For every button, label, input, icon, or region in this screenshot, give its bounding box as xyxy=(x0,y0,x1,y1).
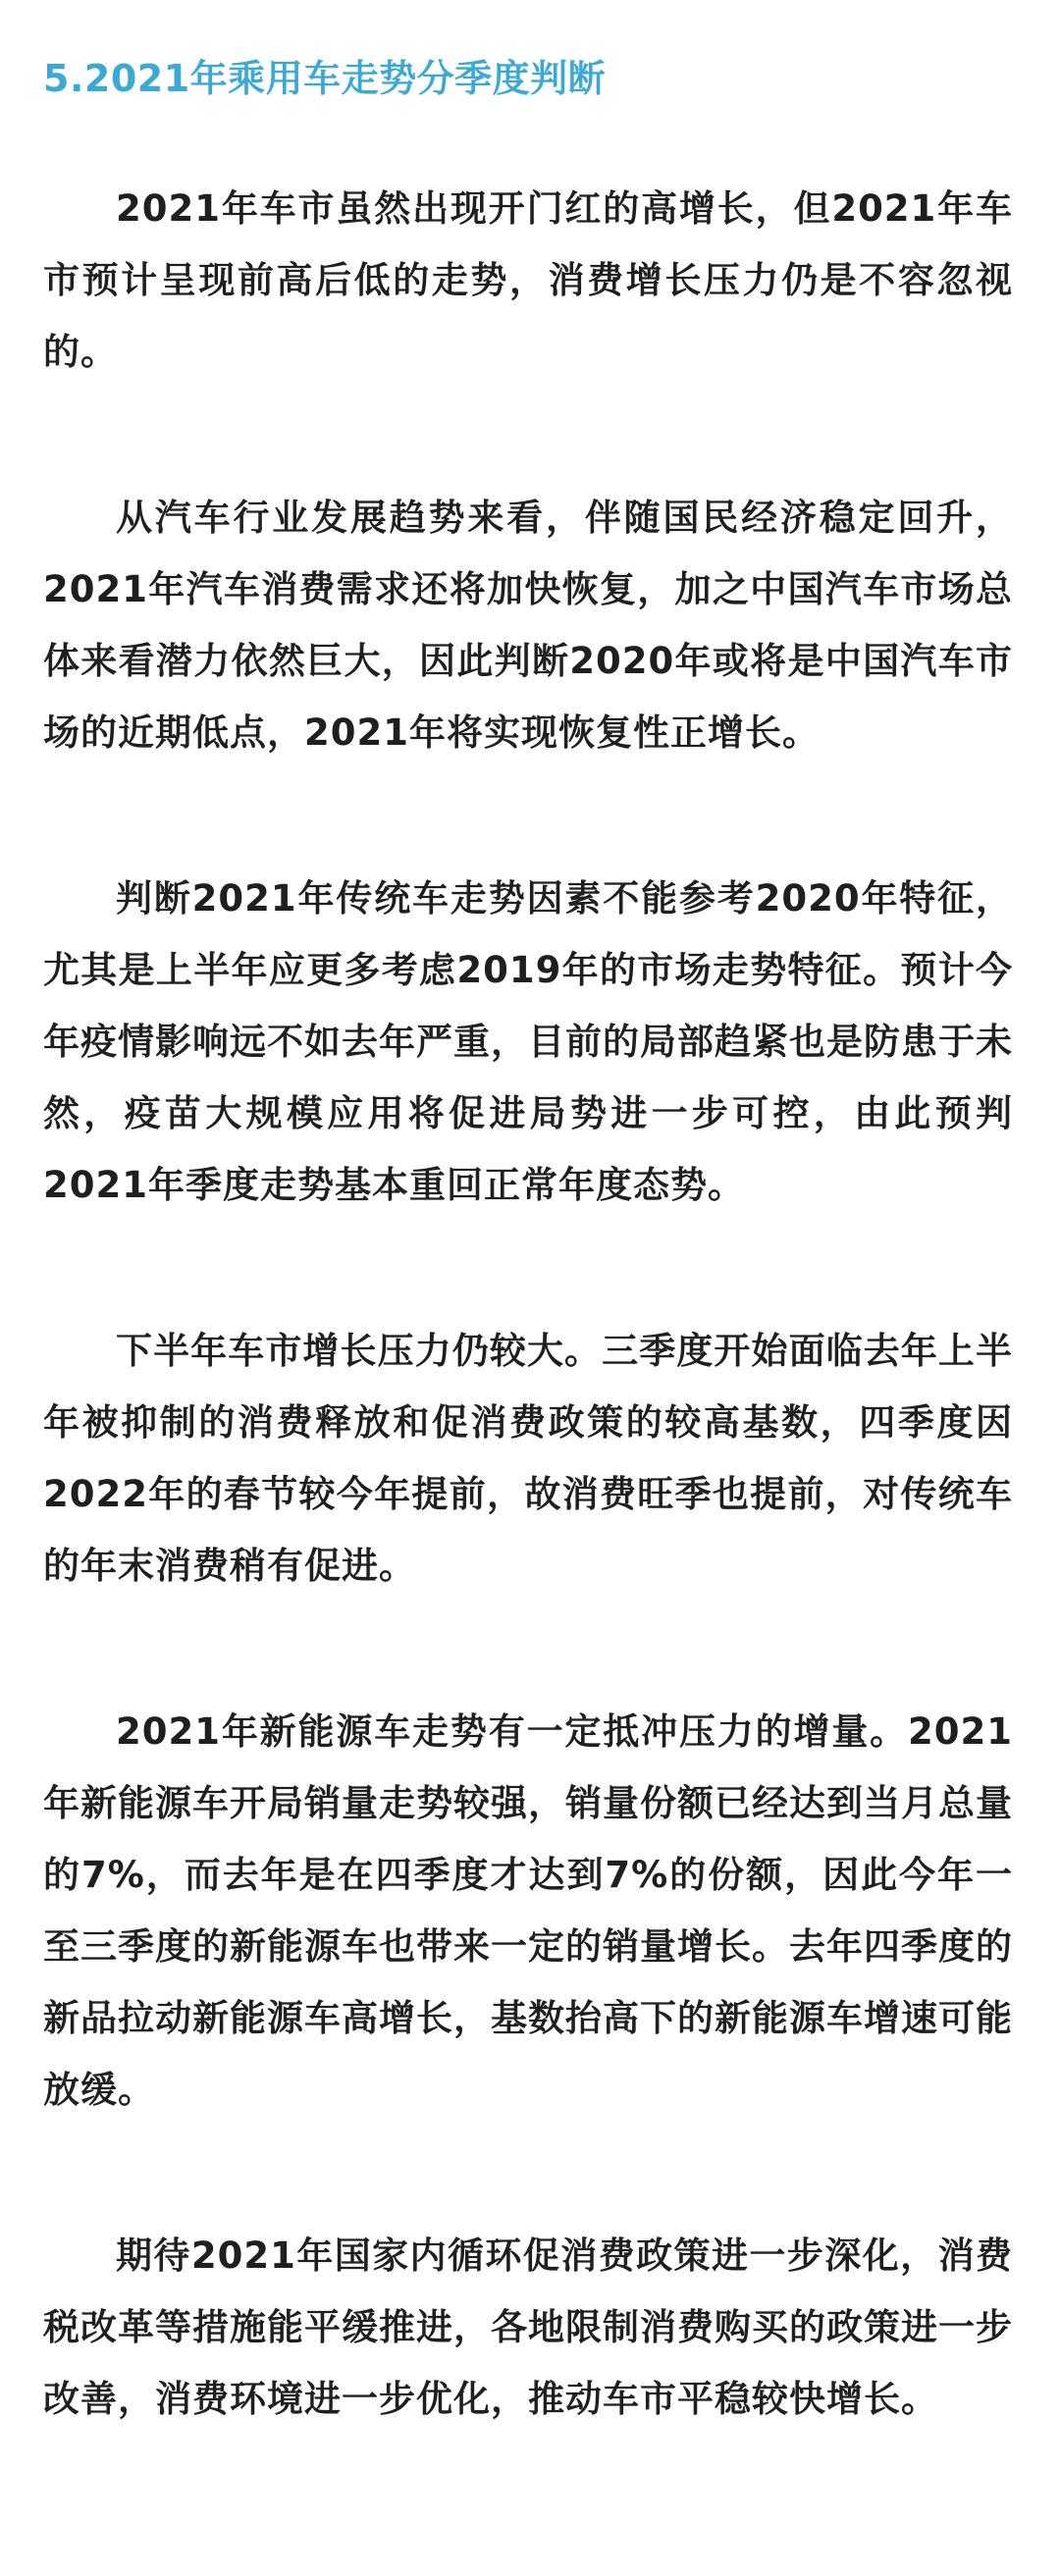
paragraph-industry-trend: 从汽车行业发展趋势来看，伴随国民经济稳定回升，2021年汽车消费需求还将加快恢复，加之中国汽车市场总体来看潜力依然巨大，因此判断2020年或将是中国汽车市场的近期低点，2021年将实现恢复性正增长。 xyxy=(43,497,1013,754)
paragraph-outlook: 2021年车市虽然出现开门红的高增长，但2021年车市预计呈现前高后低的走势，消费增长压力仍是不容忽视的。 xyxy=(43,187,1013,373)
paragraph-new-energy: 2021年新能源车走势有一定抵冲压力的增量。2021年新能源车开局销量走势较强，销量份额已经达到当月总量的7%，而去年是在四季度才达到7%的份额，因此今年一至三季度的新能源车也带来一定的销量增长。去年四季度的新品拉动新能源车高增长，基数抬高下的新能源车增速可能放缓。 xyxy=(43,1710,1013,2111)
paragraph-policy-expectation: 期待2021年国家内循环促消费政策进一步深化，消费税改革等措施能平缓推进，各地限制消费购买的政策进一步改善，消费环境进一步优化，推动车市平稳较快增长。 xyxy=(43,2234,1013,2420)
section-heading: 5.2021年乘用车走势分季度判断 xyxy=(43,57,607,100)
paragraph-second-half: 下半年车市增长压力仍较大。三季度开始面临去年上半年被抑制的消费释放和促消费政策的较高基数，四季度因2022年的春节较今年提前，故消费旺季也提前，对传统车的年末消费稍有促进。 xyxy=(43,1330,1013,1587)
paragraph-traditional-vehicles: 判断2021年传统车走势因素不能参考2020年特征，尤其是上半年应更多考虑2019年的市场走势特征。预计今年疫情影响远不如去年严重，目前的局部趋紧也是防患于未然，疫苗大规模应用将促进局势进一步可控，由此预判2021年季度走势基本重回正常年度态势。 xyxy=(43,877,1013,1206)
